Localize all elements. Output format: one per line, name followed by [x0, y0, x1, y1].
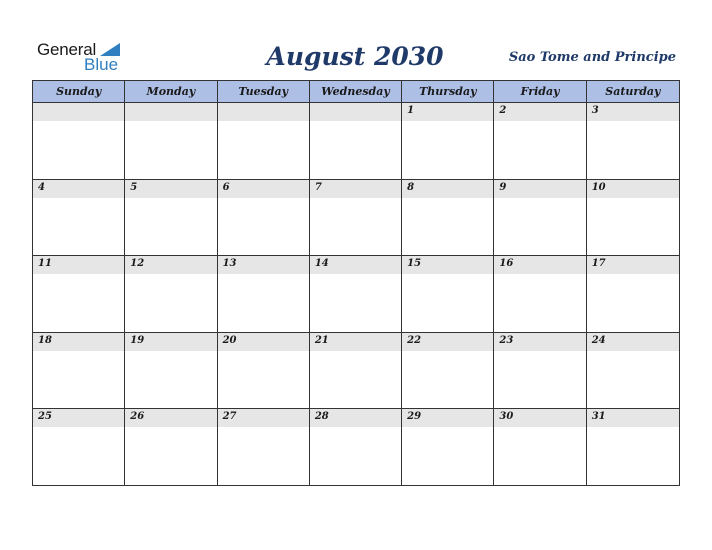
day-cell — [310, 103, 402, 179]
day-number: 30 — [499, 411, 514, 423]
day-number: 13 — [222, 258, 237, 270]
day-number: 22 — [407, 334, 422, 346]
day-cell — [310, 409, 402, 486]
day-number-bar — [587, 103, 679, 121]
day-number: 7 — [314, 181, 322, 193]
day-cell — [33, 103, 125, 179]
day-number-bar — [310, 103, 401, 121]
day-number: 21 — [314, 334, 329, 346]
day-number: 29 — [407, 411, 422, 423]
day-cell — [218, 256, 310, 332]
week-row — [33, 333, 679, 410]
day-cell — [402, 409, 494, 486]
day-number: 17 — [591, 258, 606, 270]
day-cell — [494, 333, 586, 409]
day-cell — [310, 256, 402, 332]
day-number: 1 — [407, 105, 415, 116]
day-cell — [587, 256, 679, 332]
day-cell — [402, 256, 494, 332]
day-cell — [218, 180, 310, 256]
week-row — [33, 103, 679, 180]
day-number: 20 — [222, 334, 237, 346]
day-cell — [33, 256, 125, 332]
day-number-bar — [402, 180, 493, 198]
day-number: 16 — [499, 258, 514, 270]
day-number-bar — [494, 103, 585, 121]
day-number: 26 — [130, 411, 145, 423]
month-calendar — [32, 80, 680, 486]
day-number: 11 — [38, 258, 52, 270]
day-cell — [587, 333, 679, 409]
day-number: 8 — [407, 181, 415, 193]
generalblue-logo — [37, 40, 137, 74]
day-cell — [310, 333, 402, 409]
day-number-bar — [402, 103, 493, 121]
day-number: 4 — [38, 181, 45, 193]
day-number: 5 — [130, 181, 138, 193]
day-number: 18 — [38, 334, 52, 346]
day-cell — [494, 409, 586, 486]
weekday-saturday: Saturday — [605, 85, 661, 98]
day-cell — [494, 256, 586, 332]
weekday-tuesday: Tuesday — [218, 81, 310, 102]
day-cell — [125, 409, 217, 486]
day-cell — [218, 409, 310, 486]
day-cell — [33, 180, 125, 256]
day-cell — [125, 256, 217, 332]
logo-text-blue: Blue — [84, 55, 119, 74]
weekday-monday: Monday — [125, 81, 217, 102]
day-cell — [587, 103, 679, 179]
day-number-bar — [218, 180, 309, 198]
day-cell — [494, 180, 586, 256]
day-cell — [494, 103, 586, 179]
week-row — [33, 256, 679, 333]
day-number: 24 — [591, 334, 606, 346]
day-cell — [402, 180, 494, 256]
weekday-sunday: Sunday — [33, 81, 125, 102]
day-cell — [218, 103, 310, 179]
day-number-bar — [33, 103, 124, 121]
day-number: 2 — [499, 105, 507, 116]
day-cell — [587, 180, 679, 256]
day-number: 27 — [222, 411, 237, 423]
calendar-title: August 2030 — [266, 42, 444, 71]
day-number-bar — [310, 180, 401, 198]
day-cell — [402, 103, 494, 179]
day-number: 10 — [591, 181, 606, 193]
day-number: 6 — [222, 181, 230, 193]
weekday-wednesday: Wednesday — [310, 81, 402, 102]
day-number-bar — [494, 180, 585, 198]
logo-text-general: General — [37, 40, 97, 59]
day-number: 15 — [407, 258, 422, 270]
day-number: 12 — [130, 258, 145, 270]
week-row — [33, 409, 679, 486]
day-cell — [587, 409, 679, 486]
day-cell — [125, 333, 217, 409]
day-cell — [33, 409, 125, 486]
country-name: Sao Tome and Principe — [508, 50, 676, 65]
day-number: 9 — [499, 181, 507, 193]
day-number: 28 — [314, 411, 329, 423]
weekday-friday: Friday — [494, 81, 586, 102]
day-number: 25 — [38, 411, 52, 423]
day-cell — [33, 333, 125, 409]
day-number-bar — [33, 180, 124, 198]
day-cell — [218, 333, 310, 409]
weekday-thursday: Thursday — [402, 81, 494, 102]
day-number-bar — [125, 103, 216, 121]
day-cell — [402, 333, 494, 409]
day-number-bar — [218, 103, 309, 121]
day-number: 14 — [314, 258, 329, 270]
calendar-weeks — [33, 103, 679, 486]
day-number: 3 — [591, 105, 599, 116]
day-cell — [125, 103, 217, 179]
day-cell — [310, 180, 402, 256]
day-number: 23 — [499, 334, 514, 346]
day-number: 19 — [130, 334, 145, 346]
week-row — [33, 180, 679, 257]
day-cell — [125, 180, 217, 256]
day-number-bar — [125, 180, 216, 198]
weekday-header-row — [33, 81, 679, 103]
day-number: 31 — [591, 411, 606, 423]
